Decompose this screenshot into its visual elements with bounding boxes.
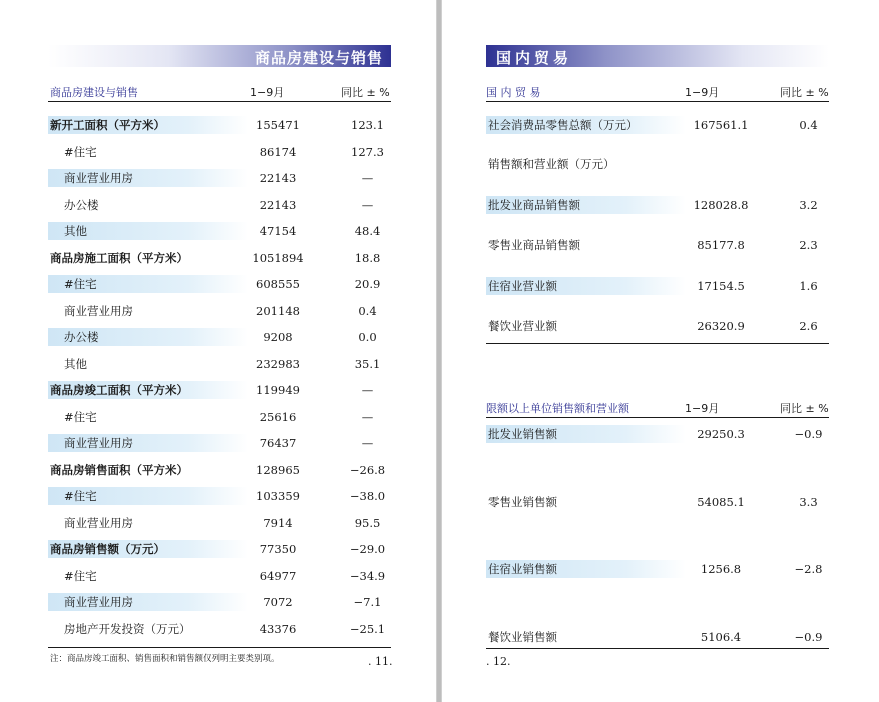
row-label: #住宅	[64, 277, 97, 291]
table-row	[48, 196, 391, 214]
row-value-change: −26.8	[349, 462, 386, 477]
row-value-period: 1051894	[252, 250, 304, 265]
left-page-number: . 11.	[368, 655, 393, 668]
row-value-period: 64977	[259, 568, 297, 583]
row-label: 商业营业用房	[64, 595, 133, 609]
table-row	[48, 249, 391, 267]
table-row	[48, 302, 391, 320]
table-row	[48, 540, 391, 558]
row-value-period: 77350	[259, 542, 297, 556]
row-value-period: 128965	[256, 462, 300, 477]
row-label: #住宅	[64, 568, 97, 583]
row-value-period: 5106.4	[700, 630, 742, 644]
row-value-period: 1256.8	[700, 562, 742, 576]
table-row	[486, 560, 829, 578]
table-row	[48, 275, 391, 293]
right-table2-header-period: 1−9月	[685, 402, 720, 415]
row-value-change: −38.0	[349, 489, 386, 503]
row-value-change: 0.0	[358, 330, 377, 344]
row-value-period: 232983	[256, 356, 300, 371]
row-label: 餐饮业营业额	[488, 319, 557, 333]
right-banner-title: 国内贸易	[496, 49, 573, 67]
table-row	[486, 277, 829, 295]
row-label: 房地产开发投资（万元）	[64, 621, 191, 636]
row-value-change: 18.8	[354, 250, 381, 265]
table-row	[486, 196, 829, 214]
row-value-change: —	[361, 171, 374, 185]
right-table2-header-rule	[486, 417, 829, 418]
row-value-change: −29.0	[349, 542, 386, 556]
table-row	[48, 487, 391, 505]
left-banner-title: 商品房建设与销售	[254, 49, 383, 67]
row-label: 其他	[64, 224, 87, 238]
row-value-period: 47154	[259, 224, 297, 238]
table-row	[48, 222, 391, 240]
row-value-period: 86174	[259, 144, 297, 159]
table-row	[48, 328, 391, 346]
row-value-period: 7072	[263, 595, 293, 609]
row-value-change: 2.3	[799, 238, 818, 252]
table-row	[48, 408, 391, 426]
row-value-change: 123.1	[351, 118, 384, 132]
row-value-period: 119949	[256, 383, 300, 397]
row-value-period: 25616	[259, 409, 297, 424]
row-label: #住宅	[64, 409, 97, 424]
row-value-period: 85177.8	[697, 238, 745, 252]
row-label: 新开工面积（平方米）	[50, 118, 165, 132]
table-row	[486, 493, 829, 511]
table-row	[48, 434, 391, 452]
right-page-number: . 12.	[486, 655, 511, 668]
row-label: 商业营业用房	[64, 303, 133, 318]
left-table-header-change: 同比 ± %	[341, 86, 390, 99]
row-value-period: 201148	[256, 303, 300, 318]
row-value-period: 128028.8	[693, 198, 749, 212]
table-row	[486, 425, 829, 443]
row-label: #住宅	[64, 144, 97, 159]
right-table1-header-period: 1−9月	[685, 86, 720, 99]
table-row	[48, 116, 391, 134]
row-value-change: 3.3	[799, 495, 818, 509]
row-value-change: —	[361, 409, 374, 424]
left-table-header-label: 商品房建设与销售	[50, 86, 138, 99]
row-value-period: 167561.1	[693, 118, 749, 132]
row-value-period: 155471	[256, 118, 300, 132]
table-row	[486, 628, 829, 646]
right-table1-bottom-rule	[486, 343, 829, 344]
row-value-change: −2.8	[794, 562, 823, 576]
row-label: 其他	[64, 356, 87, 371]
row-value-change: 127.3	[351, 144, 384, 159]
left-footnote: 注：商品房竣工面积、销售面积和销售额仅列明主要类别项。	[50, 654, 280, 664]
row-label: 商品房竣工面积（平方米）	[50, 383, 188, 397]
row-label: 商业营业用房	[64, 515, 133, 530]
row-label: 办公楼	[64, 197, 99, 212]
row-value-change: −0.9	[794, 630, 823, 644]
row-value-change: −34.9	[349, 568, 386, 583]
row-value-change: 0.4	[358, 303, 377, 318]
row-label: 零售业销售额	[488, 495, 557, 509]
row-label: 餐饮业销售额	[488, 630, 557, 644]
row-value-change: 1.6	[799, 279, 818, 293]
row-value-change: 3.2	[799, 198, 818, 212]
row-value-change: 48.4	[354, 224, 381, 238]
left-footer-rule	[48, 647, 391, 648]
row-label: 零售业商品销售额	[488, 238, 580, 252]
row-label: #住宅	[64, 489, 97, 503]
row-value-change: 35.1	[354, 356, 381, 371]
row-value-change: 20.9	[354, 277, 381, 291]
table-row	[48, 567, 391, 585]
table-row	[486, 116, 829, 134]
row-value-change: 0.4	[799, 118, 818, 132]
table-row	[48, 143, 391, 161]
row-value-period: 103359	[256, 489, 300, 503]
right-table2-header-change: 同比 ± %	[780, 402, 829, 415]
row-label: 商品房施工面积（平方米）	[50, 250, 188, 265]
row-value-period: 22143	[259, 197, 297, 212]
row-value-change: −7.1	[353, 595, 382, 609]
right-table1-header-label: 国 内 贸 易	[486, 86, 541, 99]
row-value-period: 26320.9	[697, 319, 745, 333]
row-value-period: 54085.1	[697, 495, 745, 509]
row-label: 办公楼	[64, 330, 99, 344]
row-value-change: 95.5	[354, 515, 381, 530]
table-row	[486, 317, 829, 335]
table-row	[48, 381, 391, 399]
row-value-change: 2.6	[799, 319, 818, 333]
row-label: 商业营业用房	[64, 171, 133, 185]
row-value-period: 7914	[263, 515, 293, 530]
table-row	[48, 620, 391, 638]
right-table1-header-rule	[486, 101, 829, 102]
row-label: 商品房销售额（万元）	[50, 542, 165, 556]
table-row	[48, 355, 391, 373]
row-label: 住宿业销售额	[488, 562, 557, 576]
row-label: 批发业商品销售额	[488, 198, 580, 212]
table-row	[48, 593, 391, 611]
right-page	[441, 0, 879, 702]
row-value-change: —	[361, 436, 374, 450]
row-label: 商品房销售面积（平方米）	[50, 462, 188, 477]
row-value-period: 43376	[259, 621, 297, 636]
left-page	[0, 0, 437, 702]
row-label: 销售额和营业额（万元）	[488, 157, 615, 171]
left-table-header-period: 1−9月	[250, 86, 285, 99]
row-value-change: —	[361, 383, 374, 397]
row-value-period: 76437	[259, 436, 297, 450]
right-table2-bottom-rule	[486, 648, 829, 649]
row-value-change: −25.1	[349, 621, 386, 636]
row-value-period: 22143	[259, 171, 297, 185]
row-value-period: 29250.3	[697, 427, 745, 441]
row-value-change: —	[361, 197, 374, 212]
row-value-period: 608555	[256, 277, 300, 291]
left-section-banner	[48, 45, 391, 67]
row-label: 住宿业营业额	[488, 279, 557, 293]
row-value-change: −0.9	[794, 427, 823, 441]
right-table1-header-change: 同比 ± %	[780, 86, 829, 99]
table-row	[48, 461, 391, 479]
row-value-period: 9208	[263, 330, 293, 344]
right-section-banner	[486, 45, 829, 67]
table-row	[486, 155, 829, 173]
row-label: 批发业销售额	[488, 427, 557, 441]
table-row	[486, 236, 829, 254]
left-header-rule	[48, 101, 391, 102]
table-row	[48, 169, 391, 187]
row-value-period: 17154.5	[697, 279, 745, 293]
row-label: 社会消费品零售总额（万元）	[488, 118, 638, 132]
row-label: 商业营业用房	[64, 436, 133, 450]
table-row	[48, 514, 391, 532]
right-table2-header-label: 限额以上单位销售额和营业额	[486, 402, 629, 415]
